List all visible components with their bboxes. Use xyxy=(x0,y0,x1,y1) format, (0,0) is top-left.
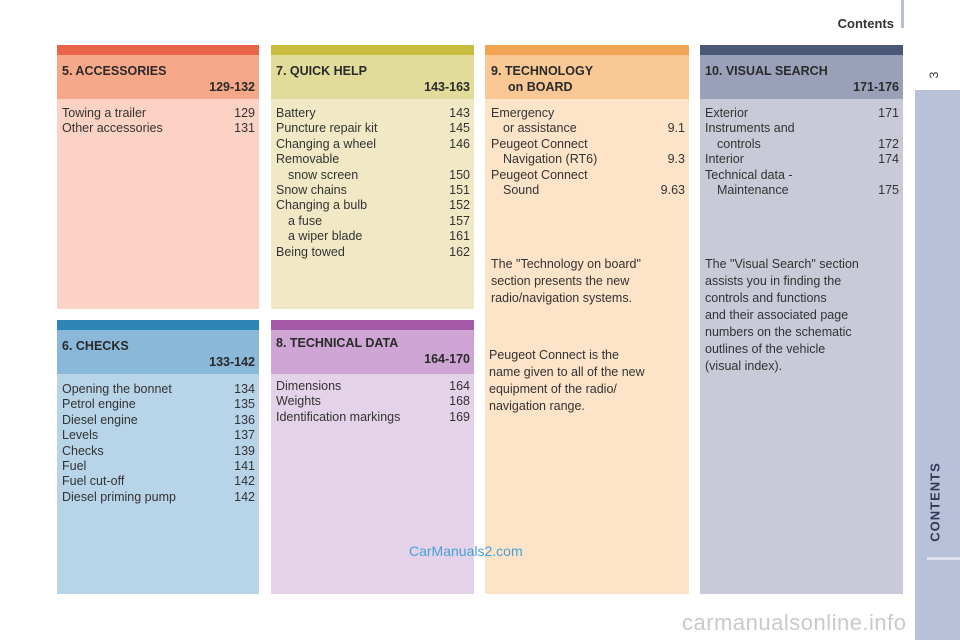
section-heading[interactable]: 8. TECHNICAL DATA 164-170 xyxy=(276,336,470,366)
list-item[interactable]: Puncture repair kit 145 xyxy=(276,121,470,136)
section-strip xyxy=(271,45,474,55)
entry-list xyxy=(276,379,470,425)
watermark-center: CarManuals2.com xyxy=(409,543,523,559)
visual-search-description: The "Visual Search" section assists you in finding the controls and functions and their associated page numbers on the schematic outlines of the vehicle (visual index). xyxy=(705,257,859,373)
watermark-footer: carmanualsonline.info xyxy=(682,610,907,635)
page-number: 3 xyxy=(927,71,941,79)
side-tab-label: CONTENTS xyxy=(927,462,943,542)
entry-list xyxy=(62,106,255,137)
list-item[interactable]: Dimensions 164 xyxy=(276,379,470,393)
list-item[interactable]: Exterior 171 xyxy=(705,106,899,120)
list-item[interactable]: Being towed 162 xyxy=(276,244,470,259)
entry-list xyxy=(62,382,255,505)
section-heading[interactable]: 5. ACCESSORIES 129-132 xyxy=(62,64,255,94)
list-item[interactable]: Emergency xyxy=(491,106,555,120)
section-heading[interactable]: 9. TECHNOLOGY on BOARD xyxy=(491,64,594,94)
list-item[interactable]: Snow chains 151 xyxy=(276,183,470,198)
entry-list xyxy=(491,106,685,198)
list-item[interactable]: Fuel cut-off 142 xyxy=(62,474,255,489)
section-heading[interactable]: 7. QUICK HELP 143-163 xyxy=(276,64,470,94)
page-title: Contents xyxy=(837,16,894,31)
entry-list xyxy=(276,106,470,260)
section-strip xyxy=(700,45,903,55)
list-item[interactable]: or assistance 9.1 xyxy=(503,121,685,136)
list-item[interactable]: Identification markings 169 xyxy=(276,409,470,424)
list-item[interactable]: Petrol engine 135 xyxy=(62,397,255,412)
list-item[interactable]: Instruments and xyxy=(705,121,795,136)
list-item[interactable]: Opening the bonnet 134 xyxy=(62,382,255,396)
list-item[interactable]: Weights 168 xyxy=(276,394,470,409)
side-tab-rule xyxy=(927,557,960,560)
peugeot-connect-description: Peugeot Connect is the name given to all of the new equipment of the radio/ navigation range. xyxy=(489,348,645,413)
section-heading[interactable]: 10. VISUAL SEARCH 171-176 xyxy=(705,64,899,94)
section-strip xyxy=(271,320,474,330)
list-item[interactable]: Sound 9.63 xyxy=(503,183,685,198)
list-item[interactable]: Levels 137 xyxy=(62,428,255,443)
section-strip xyxy=(485,45,689,55)
list-item[interactable]: a wiper blade 161 xyxy=(288,229,470,244)
section-heading[interactable]: 6. CHECKS 133-142 xyxy=(62,339,255,369)
list-item[interactable]: Removable xyxy=(276,152,340,167)
list-item[interactable]: Diesel priming pump 142 xyxy=(62,489,255,504)
list-item[interactable]: Checks 139 xyxy=(62,443,255,458)
section-strip xyxy=(57,45,259,55)
list-item[interactable]: a fuse 157 xyxy=(288,213,470,228)
list-item[interactable]: Technical data - xyxy=(705,167,793,182)
list-item[interactable]: Other accessories 131 xyxy=(62,121,255,136)
section-strip xyxy=(57,320,259,330)
header-rule xyxy=(901,0,904,28)
list-item[interactable]: controls 172 xyxy=(717,136,899,151)
list-item[interactable]: Battery 143 xyxy=(276,106,470,120)
list-item[interactable]: Navigation (RT6) 9.3 xyxy=(503,152,685,167)
list-item[interactable]: Peugeot Connect xyxy=(491,136,588,151)
list-item[interactable]: Changing a bulb 152 xyxy=(276,198,470,213)
list-item[interactable]: Towing a trailer 129 xyxy=(62,106,255,120)
list-item[interactable]: Changing a wheel 146 xyxy=(276,136,470,151)
list-item[interactable]: Maintenance 175 xyxy=(717,183,899,198)
entry-list xyxy=(705,106,899,198)
list-item[interactable]: Peugeot Connect xyxy=(491,167,588,182)
list-item[interactable]: snow screen 150 xyxy=(288,167,470,182)
list-item[interactable]: Fuel 141 xyxy=(62,459,255,474)
list-item[interactable]: Interior 174 xyxy=(705,152,899,167)
technology-description: The "Technology on board" section presents the new radio/navigation systems. xyxy=(491,257,641,305)
list-item[interactable]: Diesel engine 136 xyxy=(62,412,255,427)
